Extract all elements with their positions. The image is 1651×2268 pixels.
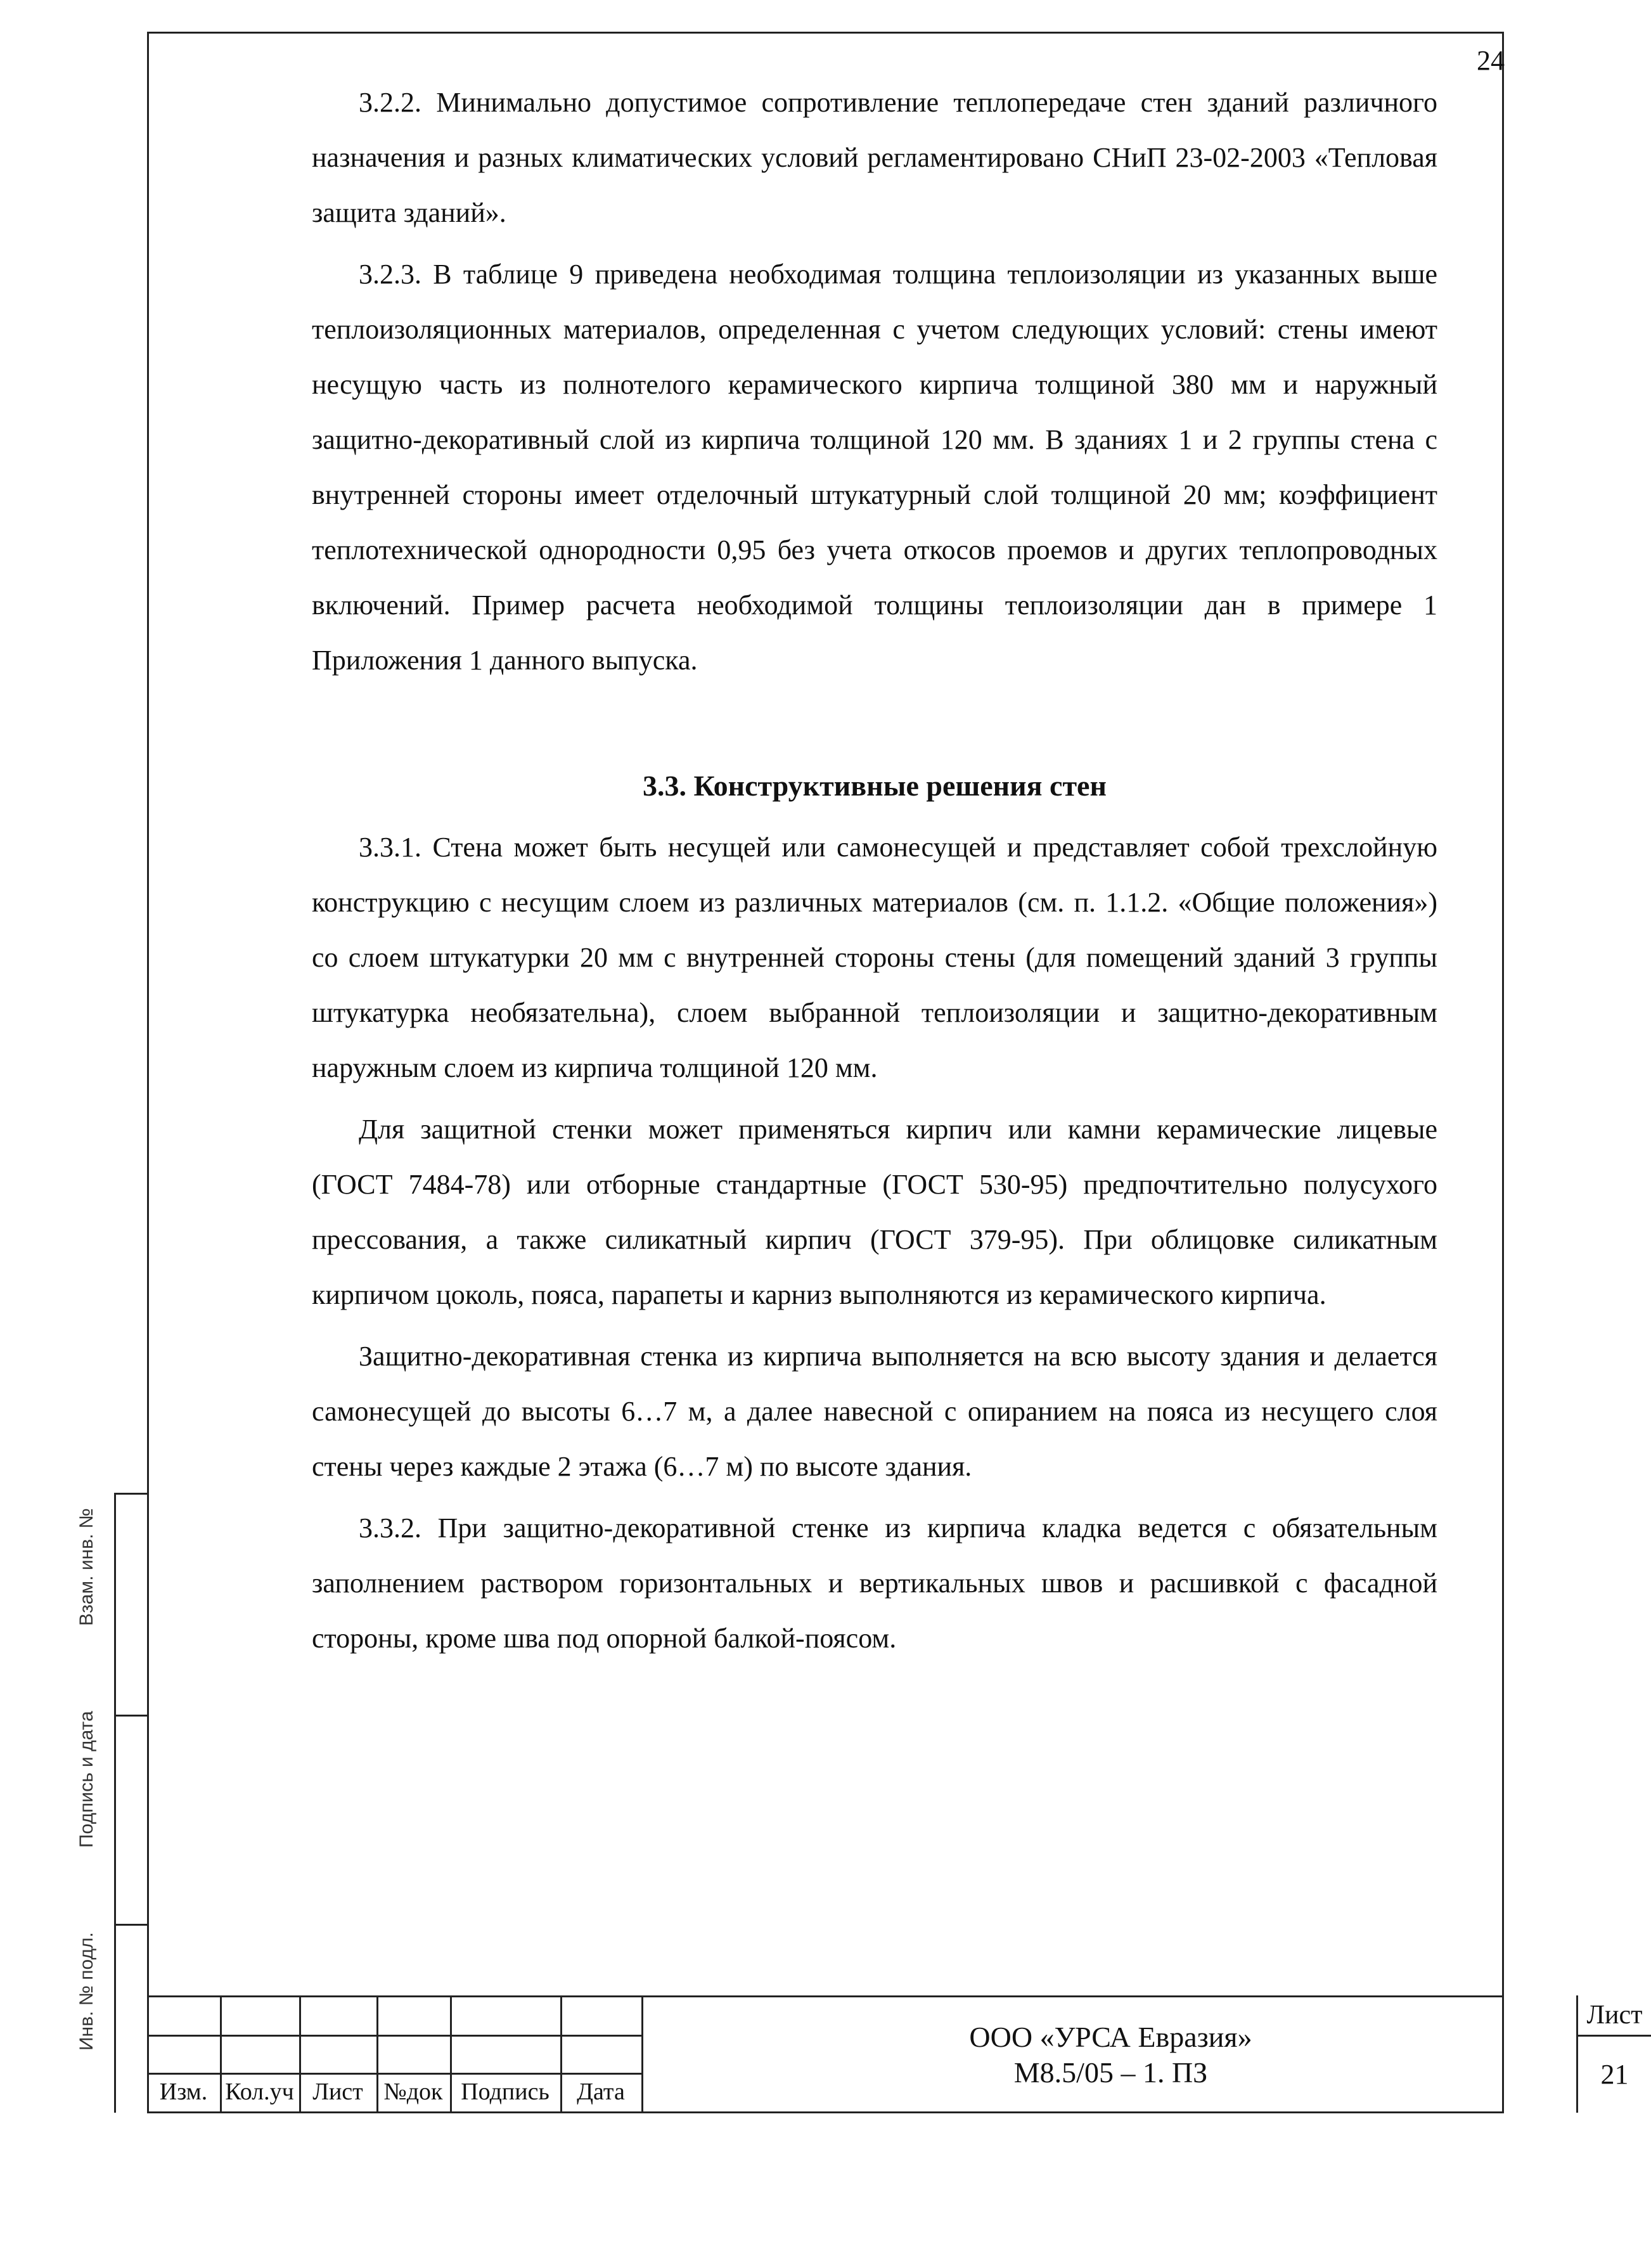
document-code: М8.5/05 – 1. ПЗ xyxy=(1013,2056,1208,2089)
document-body xyxy=(312,75,1437,1666)
section-heading: 3.3. Конструктивные решения стен xyxy=(643,770,1107,802)
title-block-col-sheet: Лист xyxy=(312,2078,363,2105)
title-block-col-date: Дата xyxy=(577,2078,625,2105)
frame-right-line xyxy=(1502,32,1504,2113)
title-block xyxy=(147,1995,1643,2113)
title-block-sheet xyxy=(1576,1995,1651,2113)
paragraph-protective-wall: Для защитной стенки может применяться кирпич или камни керамические лицевые (ГОСТ 7484-78) или отборные стандартные (ГОСТ 530-95) предпочтительно полусухого прессования, а также силикатный кирпич (ГОСТ 379-95). При облицовке силикатным кирпичом цоколь, пояса, парапеты и карниз выполняются из керамического кирпича. xyxy=(312,1114,1437,1310)
side-stamp-divider xyxy=(114,1715,149,1717)
page-corner-number: 24 xyxy=(1477,45,1505,76)
side-stamp xyxy=(76,1493,152,2113)
side-stamp-divider xyxy=(114,1924,149,1926)
paragraph-3-2-2: 3.2.2. Минимально допустимое сопротивление теплопередаче стен зданий различного назначения и разных климатических условий регламентировано СНиП 23-02-2003 «Тепловая защита зданий». xyxy=(312,87,1437,228)
side-stamp-line xyxy=(114,1493,116,2113)
title-block-organization xyxy=(641,1995,1578,2113)
paragraph-3-3-1: 3.3.1. Стена может быть несущей или самонесущей и представляет собой трехслойную конструкцию с несущим слоем из различных материалов (см. п. 1.1.2. «Общие положения») со слоем штукатурки 20 мм с внутренней стороны стены (для помещений зданий 3 группы штукатурка необязательна), слоем выбранной теплоизоляции и защитно-декоративным наружным слоем из кирпича толщиной 120 мм. xyxy=(312,832,1437,1083)
paragraph-3-3-2: 3.3.2. При защитно-декоративной стенке из кирпича кладка ведется с обязательным заполнением раствором горизонтальных и вертикальных швов и расшивкой с фасадной стороны, кроме шва под опорной балкой-поясом. xyxy=(312,1512,1437,1654)
side-stamp-divider xyxy=(114,1493,149,1495)
side-label-signature-date: Подпись и дата xyxy=(76,1711,97,1848)
organization-name: ООО «УРСА Евразия» xyxy=(969,2021,1252,2053)
title-block-col-count: Кол.уч xyxy=(225,2078,294,2105)
title-block-col-doc-number: №док xyxy=(383,2078,443,2105)
paragraph-3-2-3: 3.2.3. В таблице 9 приведена необходимая толщина теплоизоляции из указанных выше теплоизоляционных материалов, определенная с учетом следующих условий: стены имеют несущую часть из полнотелого керамического кирпича толщиной 380 мм и наружный защитно-декоративный слой из кирпича толщиной 120 мм. В зданиях 1 и 2 группы стена с внутренней стороны имеет отделочный штукатурный слой толщиной 20 мм; коэффициент теплотехнической однородности 0,95 без учета откосов проемов и других теплопроводных включений. Пример расчета необходимой толщины теплоизоляции дан в примере 1 Приложения 1 данного выпуска. xyxy=(312,259,1437,676)
sheet-header: Лист xyxy=(1578,1995,1651,2037)
title-block-col-signature: Подпись xyxy=(461,2078,549,2105)
side-label-inv-original: Инв. № подл. xyxy=(76,1932,97,2051)
side-label-replace-inv: Взам. инв. № xyxy=(76,1508,97,1626)
sheet-number: 21 xyxy=(1600,2059,1629,2090)
paragraph-decorative-wall: Защитно-декоративная стенка из кирпича выполняется на всю высоту здания и делается самонесущей до высоты 6…7 м, а далее навесной с опиранием на пояса из несущего слоя стены через каждые 2 этажа (6…7 м) по высоте здания. xyxy=(312,1341,1437,1482)
frame-top-line xyxy=(147,32,1503,34)
title-block-col-change: Изм. xyxy=(159,2078,208,2105)
